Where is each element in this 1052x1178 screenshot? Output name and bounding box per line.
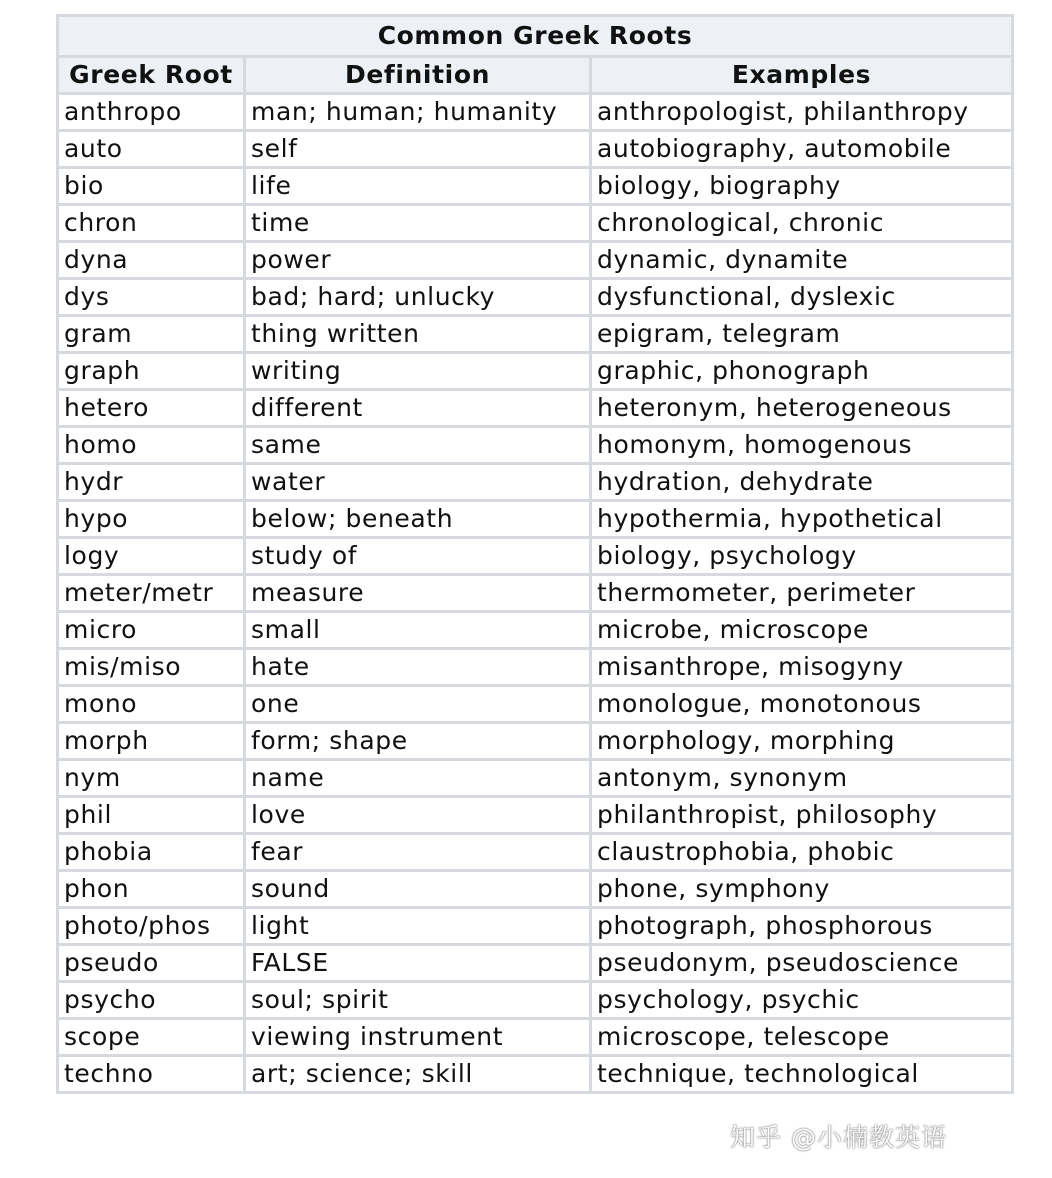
cell-greek-root: chron bbox=[58, 205, 245, 242]
cell-greek-root: morph bbox=[58, 723, 245, 760]
cell-examples: dysfunctional, dyslexic bbox=[591, 279, 1013, 316]
cell-definition: bad; hard; unlucky bbox=[245, 279, 591, 316]
header-definition: Definition bbox=[245, 57, 591, 94]
cell-definition: FALSE bbox=[245, 945, 591, 982]
cell-greek-root: psycho bbox=[58, 982, 245, 1019]
cell-definition: hate bbox=[245, 649, 591, 686]
table-row bbox=[58, 168, 1013, 205]
cell-greek-root: hydr bbox=[58, 464, 245, 501]
table-row bbox=[58, 353, 1013, 390]
cell-definition: love bbox=[245, 797, 591, 834]
cell-greek-root: anthropo bbox=[58, 94, 245, 131]
cell-examples: epigram, telegram bbox=[591, 316, 1013, 353]
table-row bbox=[58, 908, 1013, 945]
cell-definition: thing written bbox=[245, 316, 591, 353]
table-row bbox=[58, 612, 1013, 649]
table-row bbox=[58, 1056, 1013, 1093]
cell-greek-root: homo bbox=[58, 427, 245, 464]
cell-greek-root: dys bbox=[58, 279, 245, 316]
cell-definition: writing bbox=[245, 353, 591, 390]
table-row bbox=[58, 723, 1013, 760]
table-row bbox=[58, 501, 1013, 538]
table-caption: Common Greek Roots bbox=[58, 16, 1013, 57]
cell-examples: monologue, monotonous bbox=[591, 686, 1013, 723]
cell-definition: form; shape bbox=[245, 723, 591, 760]
cell-greek-root: photo/phos bbox=[58, 908, 245, 945]
cell-definition: time bbox=[245, 205, 591, 242]
cell-greek-root: phil bbox=[58, 797, 245, 834]
cell-greek-root: logy bbox=[58, 538, 245, 575]
cell-greek-root: dyna bbox=[58, 242, 245, 279]
cell-examples: hypothermia, hypothetical bbox=[591, 501, 1013, 538]
watermark-text: 知乎 @小楠教英语 bbox=[730, 1123, 947, 1152]
table-row bbox=[58, 982, 1013, 1019]
cell-greek-root: scope bbox=[58, 1019, 245, 1056]
cell-examples: misanthrope, misogyny bbox=[591, 649, 1013, 686]
table-row bbox=[58, 316, 1013, 353]
cell-definition: self bbox=[245, 131, 591, 168]
cell-examples: dynamic, dynamite bbox=[591, 242, 1013, 279]
cell-examples: phone, symphony bbox=[591, 871, 1013, 908]
cell-examples: homonym, homogenous bbox=[591, 427, 1013, 464]
cell-greek-root: phobia bbox=[58, 834, 245, 871]
table-row bbox=[58, 279, 1013, 316]
table-row bbox=[58, 94, 1013, 131]
cell-examples: antonym, synonym bbox=[591, 760, 1013, 797]
caption-row bbox=[58, 16, 1013, 57]
cell-greek-root: techno bbox=[58, 1056, 245, 1093]
cell-examples: technique, technological bbox=[591, 1056, 1013, 1093]
table-row bbox=[58, 797, 1013, 834]
cell-examples: thermometer, perimeter bbox=[591, 575, 1013, 612]
cell-examples: photograph, phosphorous bbox=[591, 908, 1013, 945]
cell-definition: sound bbox=[245, 871, 591, 908]
cell-examples: philanthropist, philosophy bbox=[591, 797, 1013, 834]
header-greek-root: Greek Root bbox=[58, 57, 245, 94]
cell-examples: microscope, telescope bbox=[591, 1019, 1013, 1056]
cell-definition: different bbox=[245, 390, 591, 427]
table-row bbox=[58, 205, 1013, 242]
cell-greek-root: mono bbox=[58, 686, 245, 723]
table-row bbox=[58, 834, 1013, 871]
table-row bbox=[58, 131, 1013, 168]
cell-greek-root: gram bbox=[58, 316, 245, 353]
cell-greek-root: auto bbox=[58, 131, 245, 168]
table-row bbox=[58, 538, 1013, 575]
cell-greek-root: phon bbox=[58, 871, 245, 908]
cell-definition: light bbox=[245, 908, 591, 945]
cell-examples: heteronym, heterogeneous bbox=[591, 390, 1013, 427]
cell-greek-root: pseudo bbox=[58, 945, 245, 982]
table-row bbox=[58, 464, 1013, 501]
cell-definition: art; science; skill bbox=[245, 1056, 591, 1093]
cell-examples: morphology, morphing bbox=[591, 723, 1013, 760]
cell-examples: graphic, phonograph bbox=[591, 353, 1013, 390]
table-row bbox=[58, 575, 1013, 612]
cell-examples: pseudonym, pseudoscience bbox=[591, 945, 1013, 982]
cell-examples: claustrophobia, phobic bbox=[591, 834, 1013, 871]
table-body bbox=[58, 94, 1013, 1093]
cell-definition: life bbox=[245, 168, 591, 205]
cell-greek-root: mis/miso bbox=[58, 649, 245, 686]
cell-greek-root: micro bbox=[58, 612, 245, 649]
table-row bbox=[58, 686, 1013, 723]
cell-greek-root: nym bbox=[58, 760, 245, 797]
cell-definition: small bbox=[245, 612, 591, 649]
table-row bbox=[58, 871, 1013, 908]
cell-definition: soul; spirit bbox=[245, 982, 591, 1019]
cell-definition: fear bbox=[245, 834, 591, 871]
table-row bbox=[58, 649, 1013, 686]
table-row bbox=[58, 945, 1013, 982]
table-row bbox=[58, 1019, 1013, 1056]
header-row bbox=[58, 57, 1013, 94]
cell-examples: biology, biography bbox=[591, 168, 1013, 205]
cell-greek-root: hetero bbox=[58, 390, 245, 427]
table-row bbox=[58, 427, 1013, 464]
table-container bbox=[56, 14, 1011, 1094]
cell-definition: below; beneath bbox=[245, 501, 591, 538]
header-examples: Examples bbox=[591, 57, 1013, 94]
cell-greek-root: bio bbox=[58, 168, 245, 205]
table-row bbox=[58, 390, 1013, 427]
table-row bbox=[58, 242, 1013, 279]
cell-definition: same bbox=[245, 427, 591, 464]
greek-roots-table bbox=[56, 14, 1014, 1094]
cell-definition: man; human; humanity bbox=[245, 94, 591, 131]
cell-definition: measure bbox=[245, 575, 591, 612]
cell-definition: study of bbox=[245, 538, 591, 575]
cell-examples: chronological, chronic bbox=[591, 205, 1013, 242]
cell-greek-root: graph bbox=[58, 353, 245, 390]
cell-greek-root: hypo bbox=[58, 501, 245, 538]
cell-greek-root: meter/metr bbox=[58, 575, 245, 612]
cell-definition: name bbox=[245, 760, 591, 797]
cell-definition: one bbox=[245, 686, 591, 723]
cell-definition: viewing instrument bbox=[245, 1019, 591, 1056]
cell-definition: power bbox=[245, 242, 591, 279]
table-row bbox=[58, 760, 1013, 797]
cell-definition: water bbox=[245, 464, 591, 501]
cell-examples: anthropologist, philanthropy bbox=[591, 94, 1013, 131]
cell-examples: biology, psychology bbox=[591, 538, 1013, 575]
cell-examples: psychology, psychic bbox=[591, 982, 1013, 1019]
cell-examples: autobiography, automobile bbox=[591, 131, 1013, 168]
cell-examples: hydration, dehydrate bbox=[591, 464, 1013, 501]
cell-examples: microbe, microscope bbox=[591, 612, 1013, 649]
